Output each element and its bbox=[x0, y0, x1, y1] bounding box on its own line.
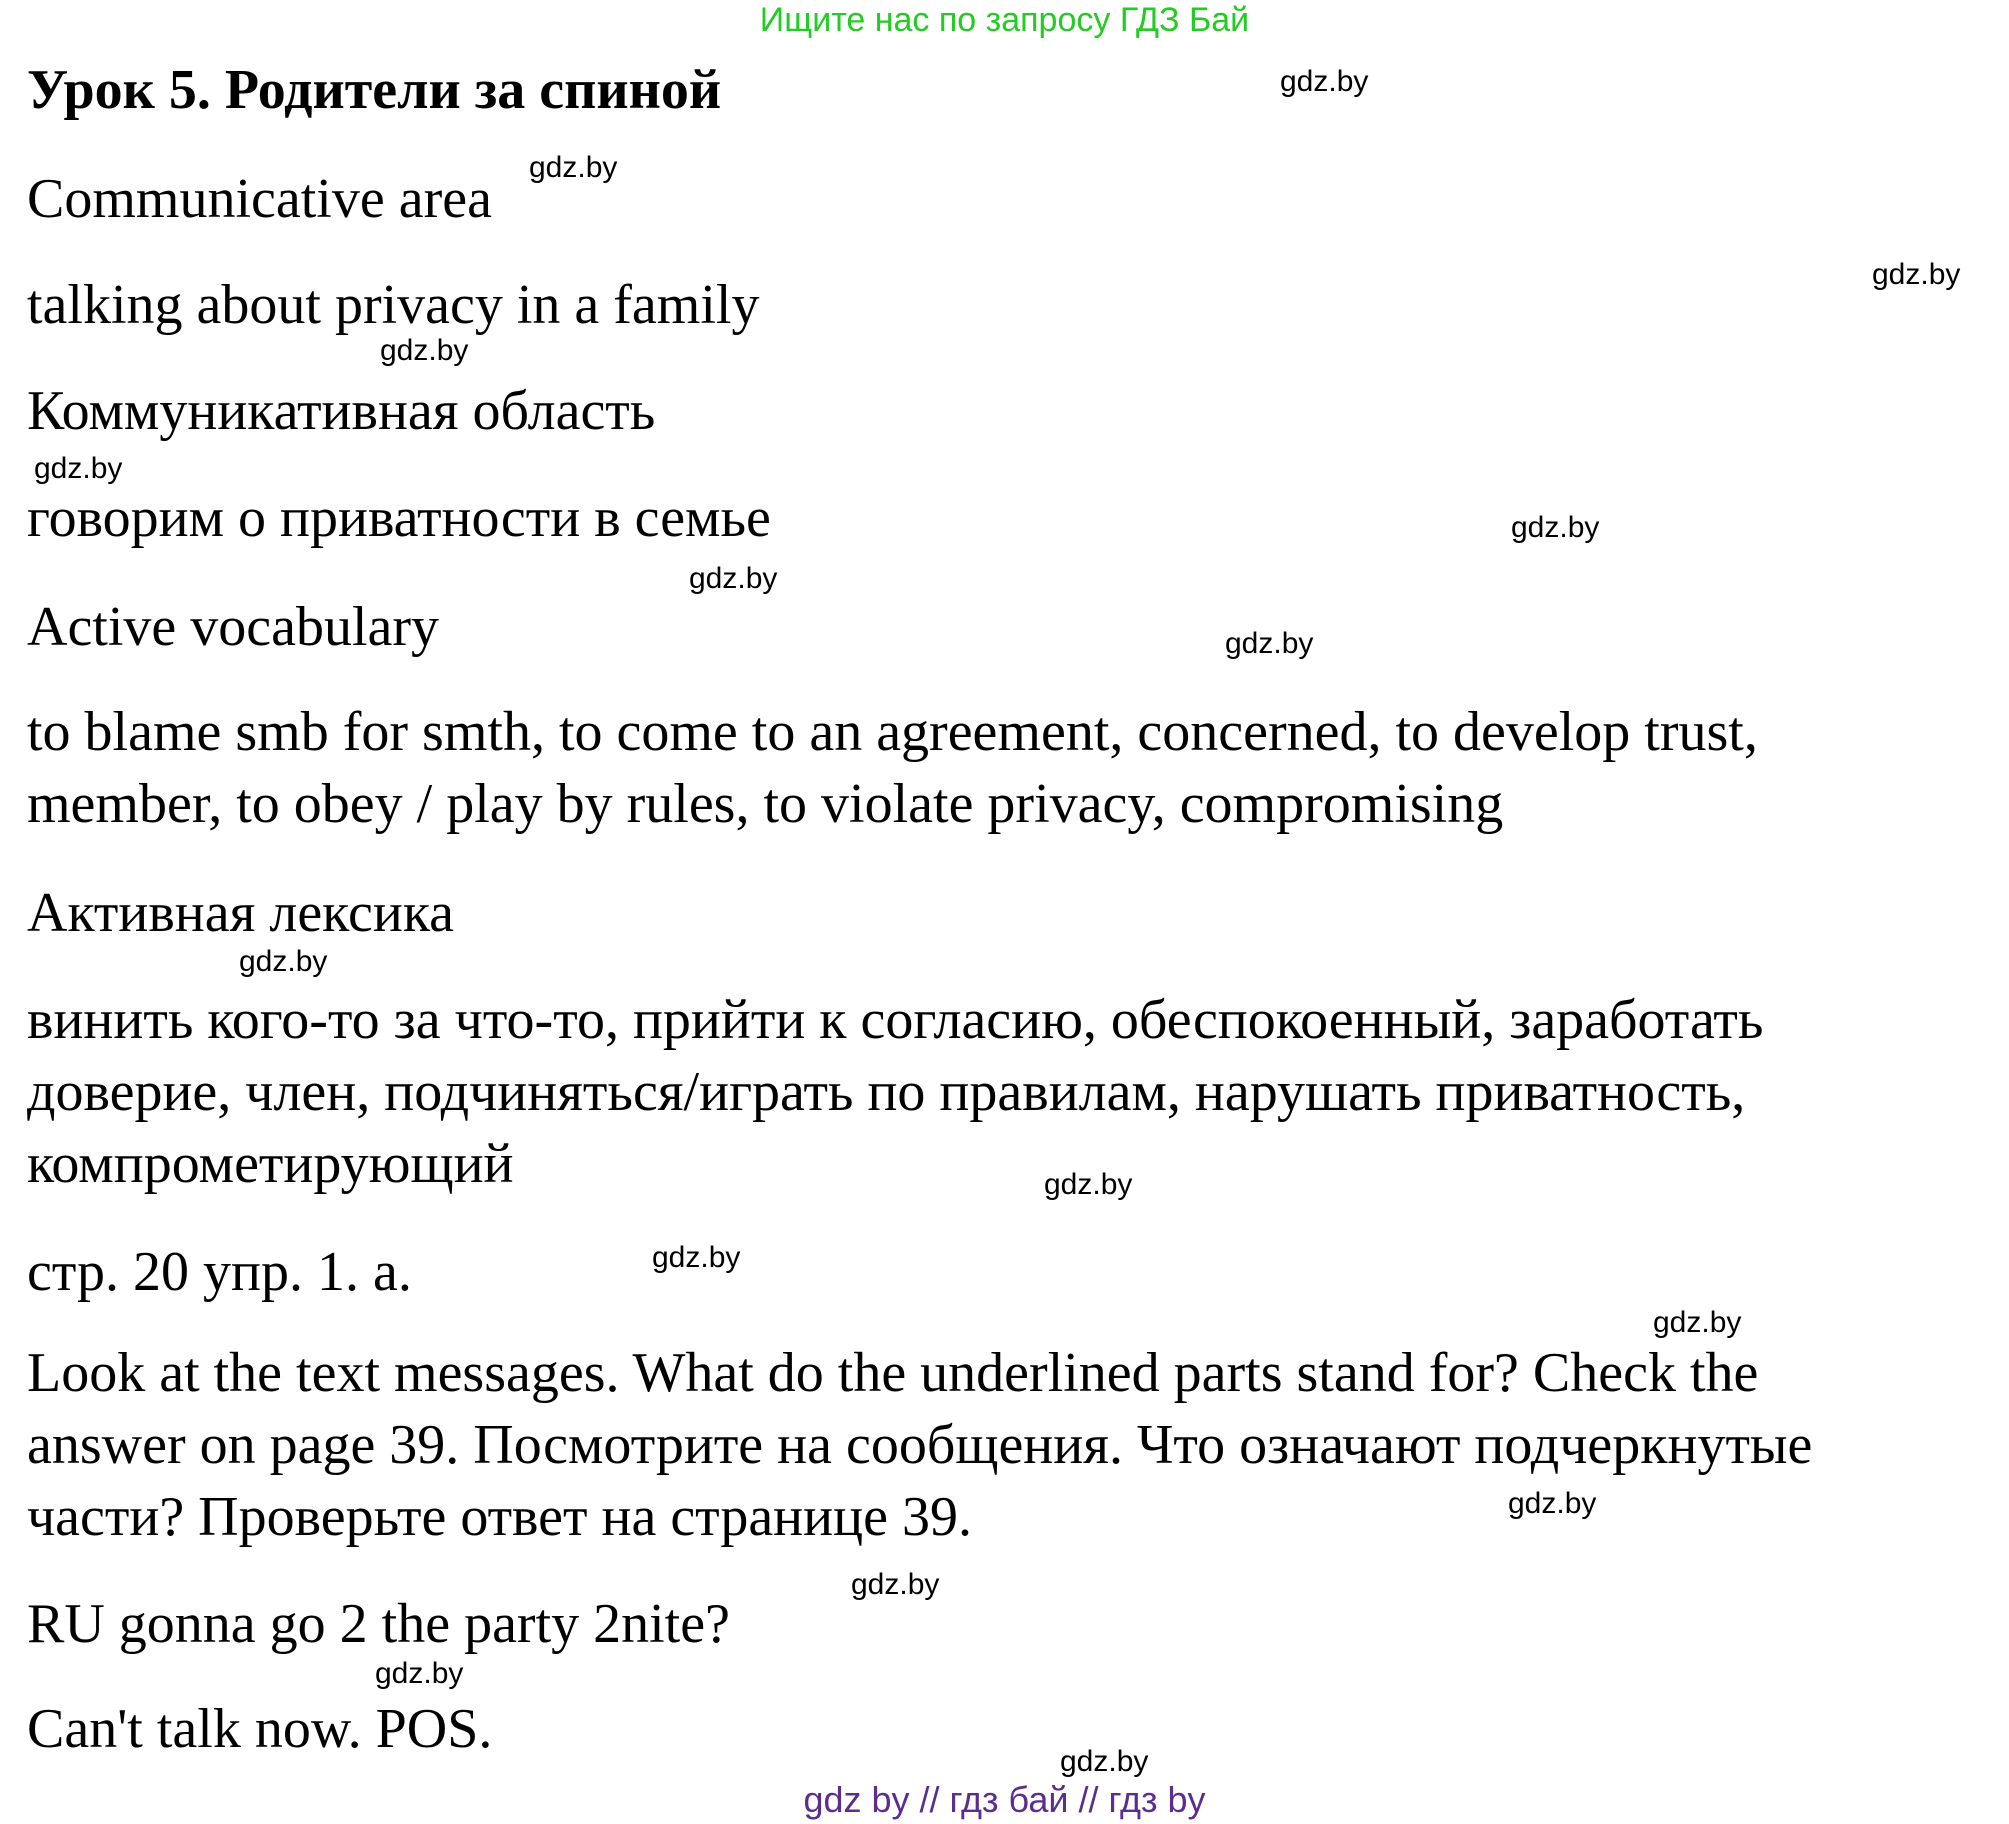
watermark: gdz.by bbox=[851, 1568, 940, 1601]
watermark: gdz.by bbox=[652, 1241, 741, 1274]
section-heading-active-vocabulary: Active vocabulary bbox=[27, 596, 440, 658]
vocabulary-line-2: member, to obey / play by rules, to violate privacy, compromising bbox=[27, 773, 1504, 835]
exercise-text-line-3: части? Проверьте ответ на странице 39. bbox=[27, 1486, 972, 1548]
exercise-text-line-2: answer on page 39. Посмотрите на сообщения. Что означают подчеркнутые bbox=[27, 1414, 1813, 1476]
watermark: gdz.by bbox=[375, 1657, 464, 1690]
vocabulary-line-1: to blame smb for smth, to come to an agreement, concerned, to develop trust, bbox=[27, 701, 1758, 763]
watermark: gdz.by bbox=[34, 452, 123, 485]
communicative-area-text-ru: говорим о приватности в семье bbox=[27, 487, 771, 549]
vocabulary-ru-line-3: компрометирующий bbox=[27, 1133, 514, 1195]
watermark: gdz.by bbox=[529, 151, 618, 184]
watermark: gdz.by bbox=[1280, 65, 1369, 98]
exercise-text-line-1: Look at the text messages. What do the underlined parts stand for? Check the bbox=[27, 1342, 1759, 1404]
watermark: gdz.by bbox=[689, 562, 778, 595]
section-heading-communicative-area-ru: Коммуникативная область bbox=[27, 380, 656, 442]
watermark: gdz.by bbox=[1044, 1168, 1133, 1201]
vocabulary-ru-line-1: винить кого-то за что-то, прийти к согласию, обеспокоенный, заработать bbox=[27, 989, 1764, 1051]
watermark: gdz.by bbox=[1508, 1487, 1597, 1520]
watermark: gdz.by bbox=[239, 945, 328, 978]
watermark: gdz.by bbox=[380, 334, 469, 367]
section-heading-communicative-area: Communicative area bbox=[27, 168, 492, 230]
bottom-banner[interactable]: gdz by // гдз бай // гдз by bbox=[803, 1779, 1206, 1820]
watermark: gdz.by bbox=[1872, 258, 1961, 291]
page-title: Урок 5. Родители за спиной bbox=[27, 59, 722, 121]
watermark: gdz.by bbox=[1060, 1745, 1149, 1778]
text-message-2: Can't talk now. POS. bbox=[27, 1698, 493, 1760]
watermark: gdz.by bbox=[1225, 627, 1314, 660]
watermark: gdz.by bbox=[1653, 1306, 1742, 1339]
text-message-1: RU gonna go 2 the party 2nite? bbox=[27, 1593, 730, 1655]
watermark: gdz.by bbox=[1511, 511, 1600, 544]
exercise-reference: стр. 20 упр. 1. а. bbox=[27, 1241, 412, 1303]
section-heading-active-vocabulary-ru: Активная лексика bbox=[27, 882, 455, 944]
communicative-area-text: talking about privacy in a family bbox=[27, 274, 760, 336]
vocabulary-ru-line-2: доверие, член, подчиняться/играть по правилам, нарушать приватность, bbox=[27, 1061, 1746, 1123]
top-banner[interactable]: Ищите нас по запросу ГДЗ Бай bbox=[759, 1, 1250, 39]
